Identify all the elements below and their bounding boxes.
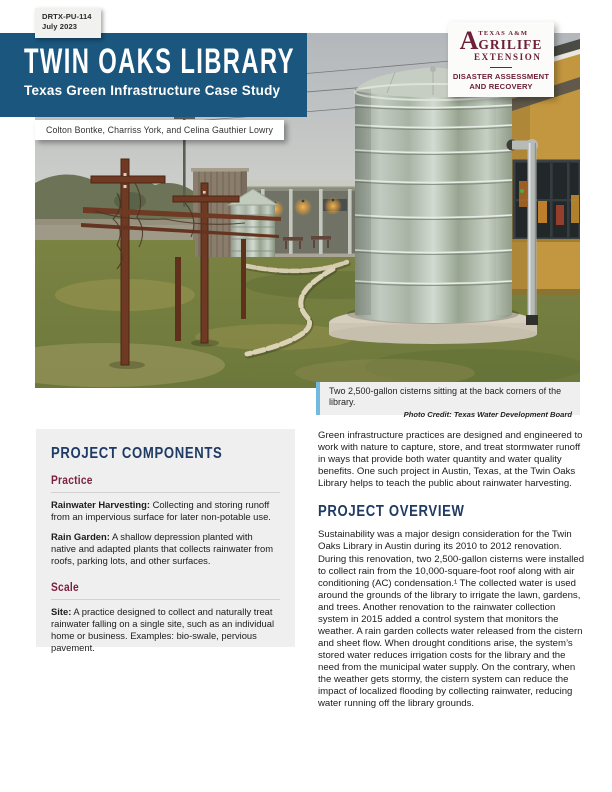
scale-item-1-text: A practice designed to collect and naturally treat rainwater falling on a single site, such as an individual home or business. Examples: bio-swale, pervious pavement. bbox=[51, 606, 275, 654]
authors: Colton Bontke, Charriss York, and Celina Gauthier Lowry bbox=[46, 125, 274, 135]
logo-stack bbox=[478, 31, 542, 51]
logo-divider bbox=[490, 67, 512, 68]
main-column bbox=[318, 430, 586, 711]
caption-box bbox=[316, 382, 580, 419]
logo-unit-line2: AND RECOVERY bbox=[469, 81, 533, 91]
bush-art bbox=[114, 192, 146, 210]
logo-initial: A bbox=[459, 26, 479, 55]
logo-agrilife: GRILIFE bbox=[478, 36, 543, 52]
practice-item-1-text: Collecting and storing runoff from an impervious surface for later non-potable use. bbox=[51, 499, 271, 523]
logo-extension: EXTENSION bbox=[474, 52, 542, 63]
logo-wordmark bbox=[448, 26, 554, 55]
large-cistern-art bbox=[347, 66, 519, 324]
scale-item-1-lead: Site: bbox=[51, 606, 72, 618]
overview-heading: PROJECT OVERVIEW bbox=[318, 503, 465, 521]
practice-item-1 bbox=[51, 499, 280, 523]
section-heading-practice-label: Practice bbox=[51, 473, 93, 487]
practice-item-2-lead: Rain Garden: bbox=[51, 531, 110, 543]
ref-date: July 2023 bbox=[42, 22, 78, 32]
page-subtitle: Texas Green Infrastructure Case Study bbox=[24, 83, 281, 98]
logo-unit-line1: DISASTER ASSESSMENT bbox=[452, 72, 550, 82]
sidebar-title: PROJECT COMPONENTS bbox=[51, 445, 223, 462]
practice-item-2-text: A shallow depression planted with native and adapted plants that collects rainwater from roofs, parking lots, and other surfaces. bbox=[51, 531, 274, 567]
agrilife-logo bbox=[448, 22, 554, 97]
header-band bbox=[0, 33, 307, 117]
authors-box bbox=[35, 120, 284, 140]
intro-paragraph: Green infrastructure practices are designed and engineered to work with nature to capture, store, and treat stormwater runoff in ways that provide both water quantity and water quality benefits. One such project in Austin, Texas, at the Twin Oaks Library helps to teach the public about rainwater harvesting. bbox=[318, 430, 583, 490]
photo-credit: Photo Credit: Texas Water Development Board bbox=[403, 409, 572, 419]
section-heading-scale bbox=[51, 578, 280, 600]
practice-item-2 bbox=[51, 531, 280, 567]
photo-caption: Two 2,500-gallon cisterns sitting at the back corners of the library. bbox=[329, 386, 562, 408]
ref-code: DRTX-PU-114 bbox=[42, 12, 92, 21]
sidebar-panel bbox=[36, 429, 295, 654]
ref-box bbox=[35, 8, 101, 38]
section-heading-scale-label: Scale bbox=[51, 580, 79, 595]
section-heading-practice bbox=[51, 471, 280, 493]
overview-paragraph: Sustainability was a major design consideration for the Twin Oaks Library in Austin during its 2010 to 2012 renovation. During this renovation, two 2,500-gallon cisterns were installed to collect rain from the 10,000-square-foot roof along with air conditioning (AC) condensation.¹ The collected water is used around the grounds of the library to irrigate the lawn, gardens, and trees. Another renovation to the rainwater collection system in 2015 added a control system that monitors the weather. A rain garden collects water released from the cistern and sheet flow. When drought conditions arise, the system’s stored water reduces irrigation costs for the library and the need from the municipal water supply. On the contrary, when the weather gets stormy, the cistern system can reduce the impact of localized flooding by collecting rainwater, reducing water running off the library grounds. bbox=[318, 529, 585, 710]
practice-item-1-lead: Rainwater Harvesting: bbox=[51, 499, 150, 510]
page-title: TWIN OAKS LIBRARY bbox=[24, 42, 295, 81]
scale-item-1 bbox=[51, 606, 280, 654]
logo-texas-am: TEXAS A&M bbox=[478, 30, 529, 37]
